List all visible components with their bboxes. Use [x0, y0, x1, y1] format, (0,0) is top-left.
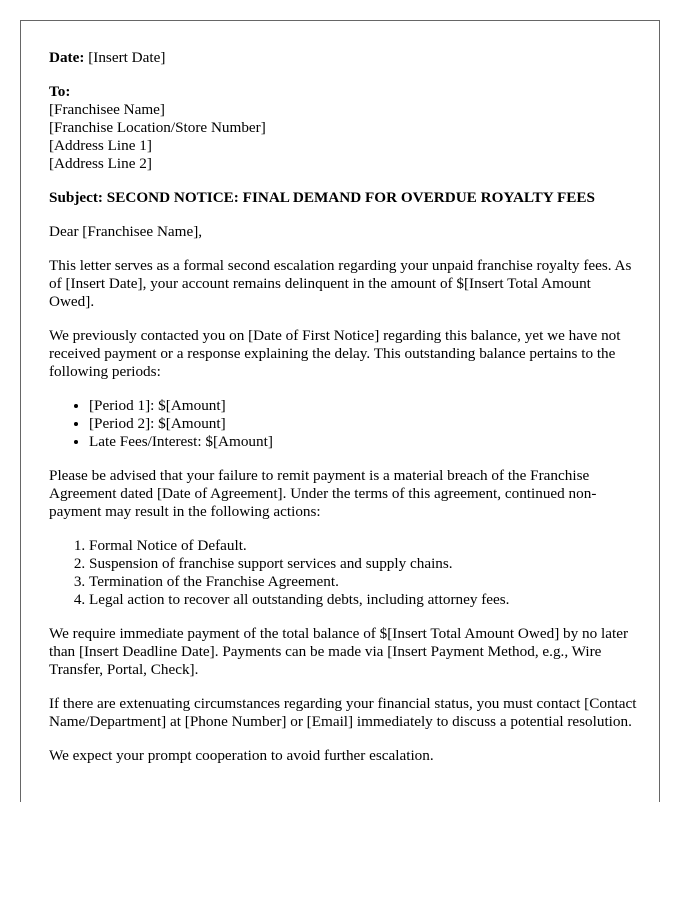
paragraph-breach: Please be advised that your failure to remit payment is a material breach of the Franchise Agreement dated [Date of Agreement]. Under the terms of this agreement, continued non-payment may result in the following actions: — [49, 467, 597, 520]
recipient-location: [Franchise Location/Store Number] — [49, 119, 266, 136]
subject-text: SECOND NOTICE: FINAL DEMAND FOR OVERDUE ROYALTY FEES — [106, 189, 595, 206]
paragraph-payment-demand: We require immediate payment of the total balance of $[Insert Total Amount Owed] by no later than [Insert Deadline Date]. Payments can be made via [Insert Payment Method, e.g., Wire Transfer, Portal, Check]. — [49, 625, 629, 678]
recipient-address-line-2: [Address Line 2] — [49, 155, 152, 172]
to-label: To: — [49, 83, 71, 100]
date-line — [49, 49, 639, 67]
date-label: Date: — [49, 49, 85, 66]
period-item: • [Period 1]: $[Amount] — [89, 397, 639, 415]
salutation: Dear [Franchisee Name], — [49, 223, 203, 240]
action-item: 4. Legal action to recover all outstanding debts, including attorney fees. — [89, 591, 639, 609]
actions-list — [49, 537, 639, 609]
period-item: • [Period 2]: $[Amount] — [89, 415, 639, 433]
letter-page — [20, 20, 660, 802]
action-item: 1. Formal Notice of Default. — [89, 537, 639, 555]
subject-line — [49, 189, 639, 207]
recipient-name: [Franchisee Name] — [49, 101, 165, 118]
action-item: 2. Suspension of franchise support services and supply chains. — [89, 555, 639, 573]
action-item: 3. Termination of the Franchise Agreement. — [89, 573, 639, 591]
date-value: [Insert Date] — [88, 49, 166, 66]
paragraph-intro: This letter serves as a formal second escalation regarding your unpaid franchise royalty fees. As of [Insert Date], your account remains delinquent in the amount of $[Insert Total Amount Owed]. — [49, 257, 632, 310]
letter-body — [49, 49, 639, 765]
paragraph-contact: If there are extenuating circumstances regarding your financial status, you must contact [Contact Name/Department] at [Phone Number] or [Email] immediately to discuss a potential resolution. — [49, 695, 637, 730]
paragraph-closing: We expect your prompt cooperation to avoid further escalation. — [49, 747, 434, 764]
recipient-address-line-1: [Address Line 1] — [49, 137, 152, 154]
period-item: • Late Fees/Interest: $[Amount] — [89, 433, 639, 451]
paragraph-previous-contact: We previously contacted you on [Date of First Notice] regarding this balance, yet we have not received payment or a response explaining the delay. This outstanding balance pertains to the following periods: — [49, 327, 621, 380]
subject-label: Subject: — [49, 189, 103, 206]
periods-list — [49, 397, 639, 451]
recipient-block — [49, 83, 639, 173]
